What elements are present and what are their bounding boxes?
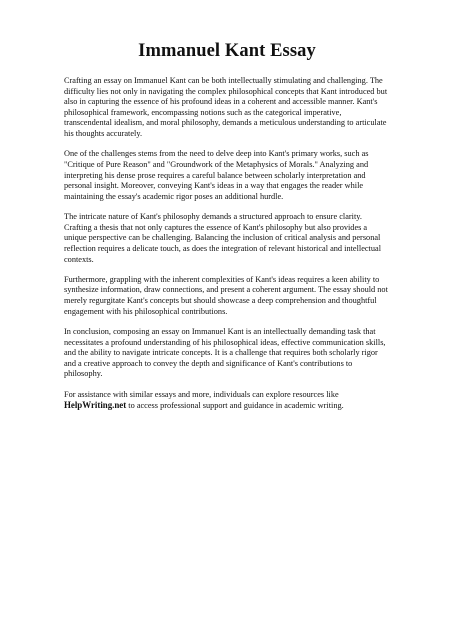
document-title: Immanuel Kant Essay bbox=[138, 41, 316, 61]
assistance-text-before: For assistance with similar essays and more, individuals can explore resources like bbox=[64, 389, 339, 399]
paragraph-2: One of the challenges stems from the need to delve deep into Kant's primary works, such as "Critique of Pure Reason" and "Groundwork of the Metaphysics of Morals." Analyzing and interpreting his dense prose requires a careful balance between scholarly interpretation and personal insight. Moreover, conveying Kant's ideas in a way that engages the reader while maintaining the essay's academic rigor poses an additional hurdle. bbox=[64, 149, 369, 201]
helpwriting-link[interactable]: HelpWriting.net bbox=[64, 400, 127, 411]
paragraph-1: Crafting an essay on Immanuel Kant can be both intellectually stimulating and challenging. The difficulty lies not only in navigating the complex philosophical concepts that Kant introduced but also in capturing the essence of his profound ideas in a coherent and accessible manner. Kant's philosophical framework, encompassing notions such as the categorical imperative, transcendental idealism, and moral philosophy, demands a meticulous understanding to articulate his thoughts accurately. bbox=[64, 76, 388, 138]
paragraph-3: The intricate nature of Kant's philosophy demands a structured approach to ensure clarity. Crafting a thesis that not only captures the essence of Kant's philosophy but also provides a unique perspective can be challenging. Balancing the inclusion of critical analysis and personal reflection requires a delicate touch, as does the integration of relevant historical and intellectual contexts. bbox=[64, 212, 381, 264]
assistance-text-after: to access professional support and guidance in academic writing. bbox=[126, 401, 344, 411]
paragraph-5: In conclusion, composing an essay on Immanuel Kant is an intellectually demanding task that necessitates a profound understanding of his philosophical ideas, effective communication skills, and the ability to navigate intricate concepts. It is a challenge that requires both scholarly rigor and a creative approach to convey the depth and significance of Kant's contributions to philosophy. bbox=[64, 327, 386, 379]
paragraph-4: Furthermore, grappling with the inherent complexities of Kant's ideas requires a keen ability to synthesize information, draw connections, and present a coherent argument. The essay should not merely regurgitate Kant's concepts but should showcase a deep comprehension and thoughtful engagement with his philosophical contributions. bbox=[64, 274, 388, 316]
paragraph-6 bbox=[64, 390, 390, 412]
